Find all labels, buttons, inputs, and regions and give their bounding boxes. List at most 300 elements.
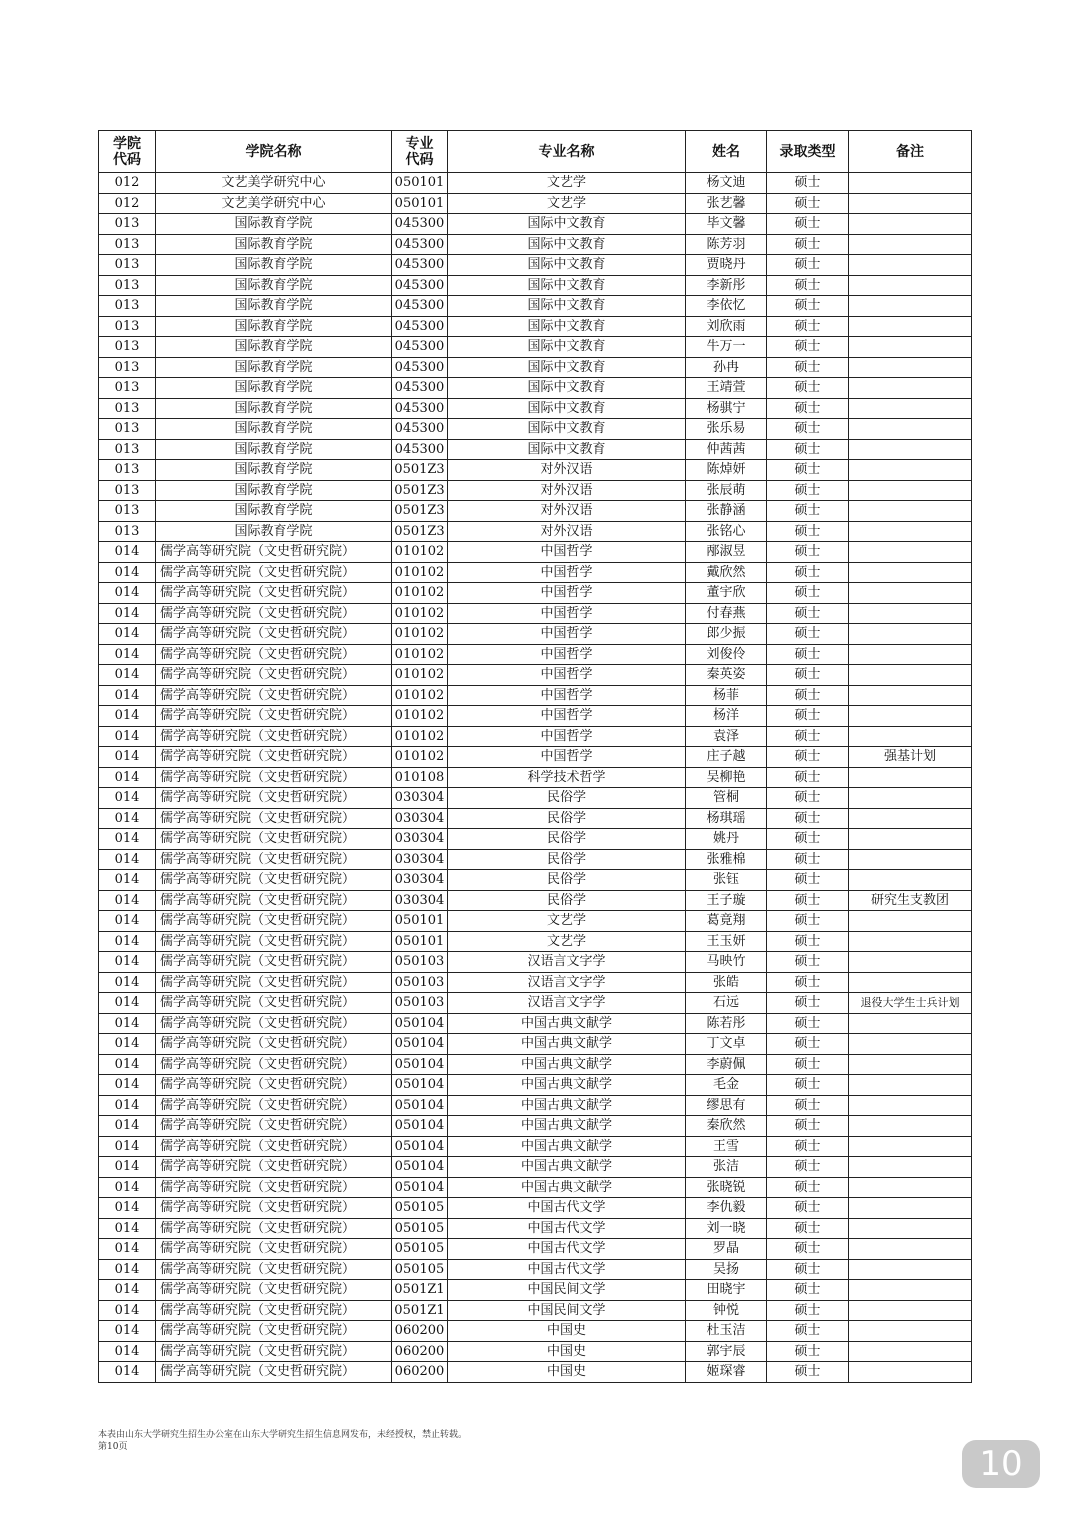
remarks-cell bbox=[849, 1300, 972, 1321]
admission-type-cell: 硕士 bbox=[767, 234, 849, 255]
student-name-cell: 贾晓丹 bbox=[686, 255, 767, 276]
major-name-cell: 中国古典文献学 bbox=[448, 1075, 686, 1096]
major-code-cell: 0501Z3 bbox=[392, 521, 448, 542]
remarks-cell bbox=[849, 767, 972, 788]
major-name-cell: 中国史 bbox=[448, 1321, 686, 1342]
admission-type-cell: 硕士 bbox=[767, 808, 849, 829]
college-code-cell: 014 bbox=[99, 1239, 156, 1260]
admission-type-cell: 硕士 bbox=[767, 255, 849, 276]
college-name-cell: 儒学高等研究院（文史哲研究院） bbox=[156, 562, 392, 583]
college-code-cell: 014 bbox=[99, 1259, 156, 1280]
admission-type-cell: 硕士 bbox=[767, 1136, 849, 1157]
major-code-cell: 050105 bbox=[392, 1239, 448, 1260]
admission-type-cell: 硕士 bbox=[767, 665, 849, 686]
major-code-cell: 050104 bbox=[392, 1136, 448, 1157]
admission-type-cell: 硕士 bbox=[767, 1239, 849, 1260]
major-name-cell: 汉语言文字学 bbox=[448, 972, 686, 993]
remarks-cell bbox=[849, 480, 972, 501]
major-code-cell: 050103 bbox=[392, 972, 448, 993]
table-row bbox=[99, 1321, 972, 1342]
student-name-cell: 戴欣然 bbox=[686, 562, 767, 583]
remarks-cell: 强基计划 bbox=[849, 747, 972, 768]
student-name-cell: 毛金 bbox=[686, 1075, 767, 1096]
major-code-cell: 060200 bbox=[392, 1321, 448, 1342]
major-code-cell: 045300 bbox=[392, 378, 448, 399]
major-code-cell: 0501Z1 bbox=[392, 1300, 448, 1321]
college-name-cell: 国际教育学院 bbox=[156, 501, 392, 522]
remarks-cell bbox=[849, 439, 972, 460]
college-code-cell: 013 bbox=[99, 255, 156, 276]
major-name-cell: 国际中文教育 bbox=[448, 214, 686, 235]
table-row bbox=[99, 583, 972, 604]
remarks-cell bbox=[849, 562, 972, 583]
college-code-cell: 014 bbox=[99, 931, 156, 952]
college-code-cell: 014 bbox=[99, 1300, 156, 1321]
remarks-cell bbox=[849, 1321, 972, 1342]
remarks-cell bbox=[849, 419, 972, 440]
remarks-cell bbox=[849, 337, 972, 358]
college-name-cell: 儒学高等研究院（文史哲研究院） bbox=[156, 624, 392, 645]
major-code-cell: 045300 bbox=[392, 337, 448, 358]
college-name-cell: 儒学高等研究院（文史哲研究院） bbox=[156, 1300, 392, 1321]
college-code-cell: 014 bbox=[99, 1075, 156, 1096]
admission-type-cell: 硕士 bbox=[767, 583, 849, 604]
college-code-cell: 012 bbox=[99, 193, 156, 214]
admission-type-cell: 硕士 bbox=[767, 1034, 849, 1055]
college-code-cell: 013 bbox=[99, 316, 156, 337]
college-name-cell: 儒学高等研究院（文史哲研究院） bbox=[156, 870, 392, 891]
college-code-cell: 014 bbox=[99, 706, 156, 727]
remarks-cell bbox=[849, 726, 972, 747]
college-name-cell: 儒学高等研究院（文史哲研究院） bbox=[156, 808, 392, 829]
major-name-cell: 中国哲学 bbox=[448, 706, 686, 727]
student-name-cell: 张静涵 bbox=[686, 501, 767, 522]
college-name-cell: 儒学高等研究院（文史哲研究院） bbox=[156, 1116, 392, 1137]
major-name-cell: 中国民间文学 bbox=[448, 1280, 686, 1301]
table-row bbox=[99, 1075, 972, 1096]
major-code-cell: 045300 bbox=[392, 296, 448, 317]
table-row bbox=[99, 521, 972, 542]
admission-type-cell: 硕士 bbox=[767, 788, 849, 809]
remarks-cell bbox=[849, 808, 972, 829]
college-name-cell: 儒学高等研究院（文史哲研究院） bbox=[156, 747, 392, 768]
student-name-cell: 杜玉洁 bbox=[686, 1321, 767, 1342]
table-row bbox=[99, 1136, 972, 1157]
major-code-cell: 050101 bbox=[392, 173, 448, 194]
college-code-cell: 013 bbox=[99, 214, 156, 235]
major-name-cell: 中国古典文献学 bbox=[448, 1034, 686, 1055]
remarks-cell bbox=[849, 1198, 972, 1219]
admission-type-cell: 硕士 bbox=[767, 480, 849, 501]
admission-table bbox=[98, 130, 972, 1383]
major-code-cell: 045300 bbox=[392, 255, 448, 276]
admission-type-cell: 硕士 bbox=[767, 398, 849, 419]
major-code-cell: 045300 bbox=[392, 439, 448, 460]
table-row bbox=[99, 890, 972, 911]
college-code-cell: 014 bbox=[99, 952, 156, 973]
college-name-cell: 儒学高等研究院（文史哲研究院） bbox=[156, 1239, 392, 1260]
college-code-cell: 014 bbox=[99, 890, 156, 911]
remarks-cell bbox=[849, 829, 972, 850]
remarks-cell: 退役大学生士兵计划 bbox=[849, 993, 972, 1014]
remarks-cell bbox=[849, 583, 972, 604]
admission-type-cell: 硕士 bbox=[767, 1362, 849, 1383]
major-name-cell: 中国史 bbox=[448, 1341, 686, 1362]
student-name-cell: 郭宇辰 bbox=[686, 1341, 767, 1362]
major-code-cell: 030304 bbox=[392, 829, 448, 850]
major-code-cell: 0501Z3 bbox=[392, 480, 448, 501]
major-name-cell: 民俗学 bbox=[448, 870, 686, 891]
student-name-cell: 董宇欣 bbox=[686, 583, 767, 604]
college-code-cell: 014 bbox=[99, 1116, 156, 1137]
college-code-cell: 013 bbox=[99, 439, 156, 460]
major-code-cell: 010102 bbox=[392, 562, 448, 583]
student-name-cell: 吴柳艳 bbox=[686, 767, 767, 788]
college-name-cell: 儒学高等研究院（文史哲研究院） bbox=[156, 1177, 392, 1198]
student-name-cell: 牛万一 bbox=[686, 337, 767, 358]
table-row bbox=[99, 480, 972, 501]
remarks-cell bbox=[849, 1013, 972, 1034]
college-name-cell: 儒学高等研究院（文史哲研究院） bbox=[156, 849, 392, 870]
college-code-cell: 014 bbox=[99, 1280, 156, 1301]
admission-type-cell: 硕士 bbox=[767, 931, 849, 952]
table-row bbox=[99, 1013, 972, 1034]
admission-type-cell: 硕士 bbox=[767, 1280, 849, 1301]
college-name-cell: 国际教育学院 bbox=[156, 296, 392, 317]
major-name-cell: 民俗学 bbox=[448, 849, 686, 870]
college-code-cell: 013 bbox=[99, 460, 156, 481]
student-name-cell: 姬琛睿 bbox=[686, 1362, 767, 1383]
remarks-cell bbox=[849, 1116, 972, 1137]
college-code-cell: 014 bbox=[99, 1157, 156, 1178]
major-name-cell: 中国哲学 bbox=[448, 747, 686, 768]
remarks-cell bbox=[849, 1157, 972, 1178]
college-name-cell: 儒学高等研究院（文史哲研究院） bbox=[156, 972, 392, 993]
table-row bbox=[99, 562, 972, 583]
college-code-cell: 013 bbox=[99, 501, 156, 522]
major-code-cell: 050103 bbox=[392, 952, 448, 973]
admission-type-cell: 硕士 bbox=[767, 193, 849, 214]
major-name-cell: 民俗学 bbox=[448, 829, 686, 850]
major-code-cell: 010102 bbox=[392, 706, 448, 727]
major-code-cell: 045300 bbox=[392, 275, 448, 296]
admission-type-cell: 硕士 bbox=[767, 316, 849, 337]
major-code-cell: 030304 bbox=[392, 788, 448, 809]
college-name-cell: 儒学高等研究院（文史哲研究院） bbox=[156, 1259, 392, 1280]
major-name-cell: 中国古典文献学 bbox=[448, 1013, 686, 1034]
college-code-cell: 013 bbox=[99, 296, 156, 317]
major-code-cell: 030304 bbox=[392, 890, 448, 911]
college-code-cell: 014 bbox=[99, 1177, 156, 1198]
major-code-cell: 010102 bbox=[392, 542, 448, 563]
table-row bbox=[99, 193, 972, 214]
college-name-cell: 儒学高等研究院（文史哲研究院） bbox=[156, 1034, 392, 1055]
table-row bbox=[99, 993, 972, 1014]
major-name-cell: 国际中文教育 bbox=[448, 439, 686, 460]
major-name-cell: 汉语言文字学 bbox=[448, 993, 686, 1014]
student-name-cell: 陈焯妍 bbox=[686, 460, 767, 481]
major-code-cell: 045300 bbox=[392, 357, 448, 378]
college-name-cell: 国际教育学院 bbox=[156, 439, 392, 460]
table-row bbox=[99, 1280, 972, 1301]
remarks-cell bbox=[849, 685, 972, 706]
major-code-cell: 010108 bbox=[392, 767, 448, 788]
major-name-cell: 中国哲学 bbox=[448, 542, 686, 563]
major-code-cell: 050101 bbox=[392, 193, 448, 214]
table-row bbox=[99, 706, 972, 727]
student-name-cell: 王玉妍 bbox=[686, 931, 767, 952]
college-name-cell: 国际教育学院 bbox=[156, 337, 392, 358]
major-name-cell: 民俗学 bbox=[448, 890, 686, 911]
major-code-cell: 030304 bbox=[392, 808, 448, 829]
major-code-cell: 030304 bbox=[392, 849, 448, 870]
major-code-cell: 050105 bbox=[392, 1218, 448, 1239]
major-name-cell: 国际中文教育 bbox=[448, 296, 686, 317]
admission-type-cell: 硕士 bbox=[767, 890, 849, 911]
major-code-cell: 050101 bbox=[392, 931, 448, 952]
major-code-cell: 010102 bbox=[392, 726, 448, 747]
table-header-row bbox=[99, 131, 972, 173]
major-code-cell: 0501Z3 bbox=[392, 501, 448, 522]
table-row bbox=[99, 214, 972, 235]
admission-type-cell: 硕士 bbox=[767, 1075, 849, 1096]
table-row bbox=[99, 357, 972, 378]
table-row bbox=[99, 1218, 972, 1239]
student-name-cell: 孙冉 bbox=[686, 357, 767, 378]
admission-type-cell: 硕士 bbox=[767, 357, 849, 378]
table-row bbox=[99, 337, 972, 358]
college-name-cell: 儒学高等研究院（文史哲研究院） bbox=[156, 1157, 392, 1178]
student-name-cell: 刘俊伶 bbox=[686, 644, 767, 665]
remarks-cell bbox=[849, 665, 972, 686]
college-name-cell: 国际教育学院 bbox=[156, 480, 392, 501]
major-name-cell: 中国民间文学 bbox=[448, 1300, 686, 1321]
student-name-cell: 袁泽 bbox=[686, 726, 767, 747]
table-row bbox=[99, 1054, 972, 1075]
remarks-cell bbox=[849, 870, 972, 891]
college-name-cell: 国际教育学院 bbox=[156, 378, 392, 399]
table-row bbox=[99, 1095, 972, 1116]
table-row bbox=[99, 234, 972, 255]
table-row bbox=[99, 972, 972, 993]
admission-type-cell: 硕士 bbox=[767, 337, 849, 358]
college-name-cell: 儒学高等研究院（文史哲研究院） bbox=[156, 829, 392, 850]
major-name-cell: 中国古代文学 bbox=[448, 1198, 686, 1219]
college-code-cell: 014 bbox=[99, 542, 156, 563]
major-code-cell: 050105 bbox=[392, 1259, 448, 1280]
student-name-cell: 杨琪瑶 bbox=[686, 808, 767, 829]
major-code-cell: 050104 bbox=[392, 1013, 448, 1034]
student-name-cell: 杨骐宁 bbox=[686, 398, 767, 419]
college-code-cell: 014 bbox=[99, 911, 156, 932]
table-row bbox=[99, 1239, 972, 1260]
table-row bbox=[99, 952, 972, 973]
college-code-cell: 014 bbox=[99, 829, 156, 850]
college-code-cell: 014 bbox=[99, 1218, 156, 1239]
student-name-cell: 李蔚佩 bbox=[686, 1054, 767, 1075]
major-code-cell: 010102 bbox=[392, 603, 448, 624]
admission-type-cell: 硕士 bbox=[767, 542, 849, 563]
student-name-cell: 田晓宇 bbox=[686, 1280, 767, 1301]
major-name-cell: 文艺学 bbox=[448, 911, 686, 932]
college-name-cell: 国际教育学院 bbox=[156, 234, 392, 255]
major-name-cell: 国际中文教育 bbox=[448, 234, 686, 255]
student-name-cell: 付春燕 bbox=[686, 603, 767, 624]
major-code-cell: 060200 bbox=[392, 1341, 448, 1362]
college-name-cell: 儒学高等研究院（文史哲研究院） bbox=[156, 685, 392, 706]
student-name-cell: 张洁 bbox=[686, 1157, 767, 1178]
table-row bbox=[99, 870, 972, 891]
major-name-cell: 中国哲学 bbox=[448, 562, 686, 583]
remarks-cell bbox=[849, 911, 972, 932]
college-name-cell: 儒学高等研究院（文史哲研究院） bbox=[156, 542, 392, 563]
admission-type-cell: 硕士 bbox=[767, 378, 849, 399]
major-code-cell: 010102 bbox=[392, 624, 448, 645]
college-code-cell: 013 bbox=[99, 234, 156, 255]
major-code-cell: 010102 bbox=[392, 644, 448, 665]
major-name-cell: 中国哲学 bbox=[448, 583, 686, 604]
major-name-cell: 中国古代文学 bbox=[448, 1259, 686, 1280]
student-name-cell: 张铭心 bbox=[686, 521, 767, 542]
college-code-cell: 014 bbox=[99, 972, 156, 993]
table-row bbox=[99, 173, 972, 194]
student-name-cell: 李依忆 bbox=[686, 296, 767, 317]
major-name-cell: 国际中文教育 bbox=[448, 275, 686, 296]
admission-type-cell: 硕士 bbox=[767, 439, 849, 460]
header-remarks: 备注 bbox=[849, 131, 972, 173]
remarks-cell bbox=[849, 316, 972, 337]
table-row bbox=[99, 747, 972, 768]
admission-type-cell: 硕士 bbox=[767, 296, 849, 317]
college-code-cell: 013 bbox=[99, 378, 156, 399]
table-row bbox=[99, 542, 972, 563]
student-name-cell: 张皓 bbox=[686, 972, 767, 993]
major-name-cell: 中国史 bbox=[448, 1362, 686, 1383]
major-name-cell: 中国古典文献学 bbox=[448, 1116, 686, 1137]
major-code-cell: 050103 bbox=[392, 993, 448, 1014]
student-name-cell: 缪思有 bbox=[686, 1095, 767, 1116]
college-code-cell: 014 bbox=[99, 624, 156, 645]
major-name-cell: 国际中文教育 bbox=[448, 419, 686, 440]
remarks-cell bbox=[849, 1259, 972, 1280]
remarks-cell bbox=[849, 275, 972, 296]
college-name-cell: 儒学高等研究院（文史哲研究院） bbox=[156, 931, 392, 952]
college-name-cell: 儒学高等研究院（文史哲研究院） bbox=[156, 1136, 392, 1157]
college-code-cell: 014 bbox=[99, 583, 156, 604]
major-name-cell: 中国古典文献学 bbox=[448, 1157, 686, 1178]
remarks-cell bbox=[849, 1177, 972, 1198]
admission-type-cell: 硕士 bbox=[767, 1157, 849, 1178]
college-name-cell: 儒学高等研究院（文史哲研究院） bbox=[156, 993, 392, 1014]
student-name-cell: 邴淑昱 bbox=[686, 542, 767, 563]
college-name-cell: 国际教育学院 bbox=[156, 255, 392, 276]
table-row bbox=[99, 931, 972, 952]
college-name-cell: 儒学高等研究院（文史哲研究院） bbox=[156, 1054, 392, 1075]
table-row bbox=[99, 1259, 972, 1280]
college-name-cell: 儒学高等研究院（文史哲研究院） bbox=[156, 1341, 392, 1362]
major-code-cell: 050104 bbox=[392, 1075, 448, 1096]
student-name-cell: 罗晶 bbox=[686, 1239, 767, 1260]
table-row bbox=[99, 644, 972, 665]
major-code-cell: 010102 bbox=[392, 747, 448, 768]
table-row bbox=[99, 1362, 972, 1383]
major-code-cell: 045300 bbox=[392, 214, 448, 235]
table-row bbox=[99, 316, 972, 337]
college-code-cell: 014 bbox=[99, 767, 156, 788]
major-name-cell: 中国哲学 bbox=[448, 726, 686, 747]
student-name-cell: 杨文迪 bbox=[686, 173, 767, 194]
student-name-cell: 葛竟翔 bbox=[686, 911, 767, 932]
student-name-cell: 马映竹 bbox=[686, 952, 767, 973]
college-code-cell: 014 bbox=[99, 870, 156, 891]
major-code-cell: 060200 bbox=[392, 1362, 448, 1383]
table-row bbox=[99, 1116, 972, 1137]
footer-notice: 本表由山东大学研究生招生办公室在山东大学研究生招生信息网发布，未经授权，禁止转载。 bbox=[98, 1430, 468, 1440]
header-student-name: 姓名 bbox=[686, 131, 767, 173]
college-name-cell: 国际教育学院 bbox=[156, 419, 392, 440]
major-code-cell: 045300 bbox=[392, 398, 448, 419]
college-code-cell: 014 bbox=[99, 1034, 156, 1055]
major-name-cell: 中国古典文献学 bbox=[448, 1177, 686, 1198]
major-code-cell: 050105 bbox=[392, 1198, 448, 1219]
major-name-cell: 中国古典文献学 bbox=[448, 1136, 686, 1157]
header-major-code: 专业代码 bbox=[392, 131, 448, 173]
admission-type-cell: 硕士 bbox=[767, 1054, 849, 1075]
student-name-cell: 毕文馨 bbox=[686, 214, 767, 235]
college-name-cell: 儒学高等研究院（文史哲研究院） bbox=[156, 1013, 392, 1034]
major-code-cell: 030304 bbox=[392, 870, 448, 891]
page-number-badge: 10 bbox=[962, 1440, 1040, 1488]
admission-type-cell: 硕士 bbox=[767, 1177, 849, 1198]
table-row bbox=[99, 808, 972, 829]
college-name-cell: 儒学高等研究院（文史哲研究院） bbox=[156, 1362, 392, 1383]
student-name-cell: 刘一晓 bbox=[686, 1218, 767, 1239]
major-name-cell: 国际中文教育 bbox=[448, 255, 686, 276]
table-row bbox=[99, 788, 972, 809]
admission-type-cell: 硕士 bbox=[767, 706, 849, 727]
major-code-cell: 045300 bbox=[392, 316, 448, 337]
table-row bbox=[99, 439, 972, 460]
college-name-cell: 儒学高等研究院（文史哲研究院） bbox=[156, 603, 392, 624]
college-name-cell: 文艺美学研究中心 bbox=[156, 193, 392, 214]
student-name-cell: 姚丹 bbox=[686, 829, 767, 850]
major-name-cell: 对外汉语 bbox=[448, 480, 686, 501]
major-name-cell: 国际中文教育 bbox=[448, 357, 686, 378]
college-code-cell: 014 bbox=[99, 1136, 156, 1157]
admission-type-cell: 硕士 bbox=[767, 1341, 849, 1362]
student-name-cell: 钟悦 bbox=[686, 1300, 767, 1321]
admission-type-cell: 硕士 bbox=[767, 849, 849, 870]
college-code-cell: 013 bbox=[99, 398, 156, 419]
remarks-cell bbox=[849, 1280, 972, 1301]
college-name-cell: 儒学高等研究院（文史哲研究院） bbox=[156, 644, 392, 665]
major-name-cell: 中国古代文学 bbox=[448, 1218, 686, 1239]
college-name-cell: 国际教育学院 bbox=[156, 460, 392, 481]
college-name-cell: 儒学高等研究院（文史哲研究院） bbox=[156, 583, 392, 604]
remarks-cell bbox=[849, 193, 972, 214]
table-row bbox=[99, 911, 972, 932]
student-name-cell: 王靖萱 bbox=[686, 378, 767, 399]
student-name-cell: 秦英姿 bbox=[686, 665, 767, 686]
student-name-cell: 郎少振 bbox=[686, 624, 767, 645]
college-code-cell: 013 bbox=[99, 357, 156, 378]
student-name-cell: 王子璇 bbox=[686, 890, 767, 911]
remarks-cell bbox=[849, 931, 972, 952]
major-name-cell: 对外汉语 bbox=[448, 521, 686, 542]
college-name-cell: 儒学高等研究院（文史哲研究院） bbox=[156, 1198, 392, 1219]
major-name-cell: 中国古典文献学 bbox=[448, 1054, 686, 1075]
remarks-cell bbox=[849, 1095, 972, 1116]
